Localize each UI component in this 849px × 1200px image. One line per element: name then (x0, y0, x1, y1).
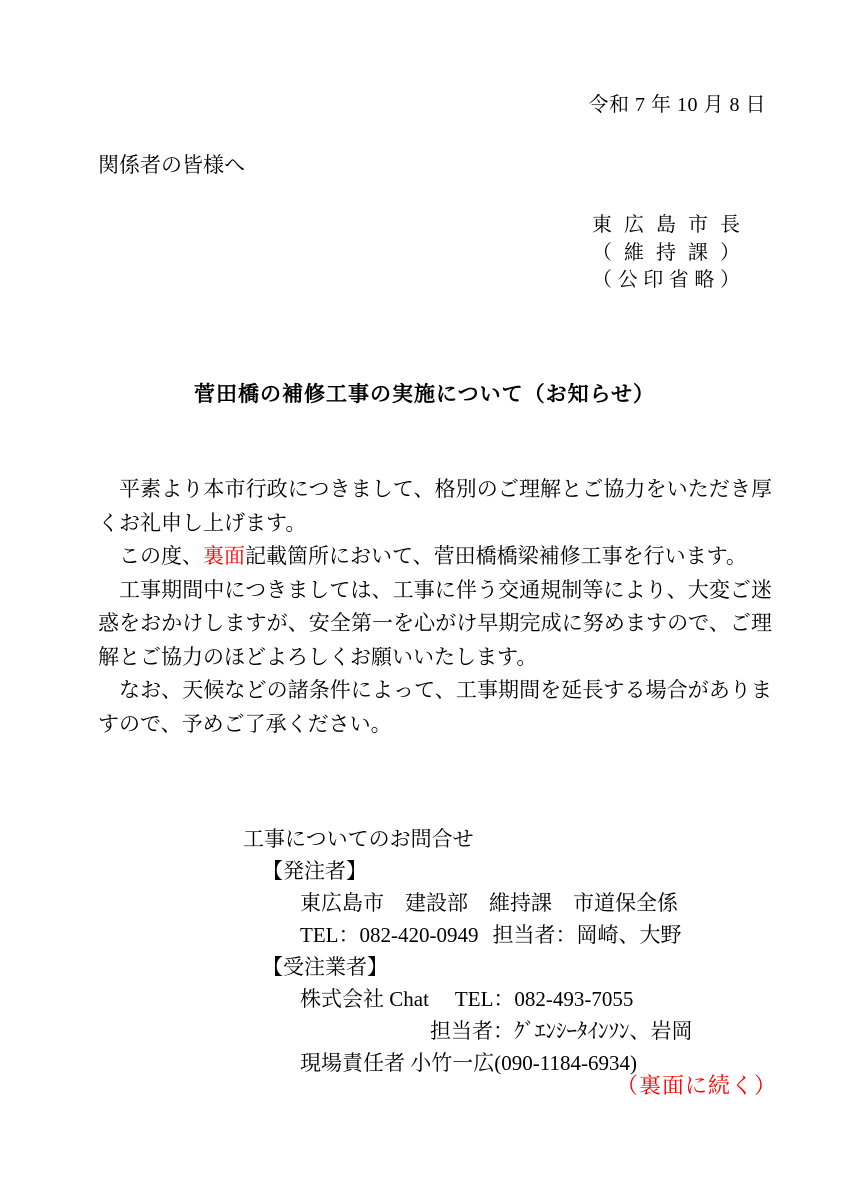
contractor-label: 【受注業者】 (262, 955, 388, 979)
paragraph-announcement (98, 540, 772, 574)
continues-on-back-note: （裏面に続く） (615, 1073, 777, 1098)
paragraph-apology: 工事期間中につきましては、工事に伴う交通規制等により、大変ご迷惑をおかけしますが、安全第一を心がけ早期完成に努めますので、ご理解とご協力のほどよろしくお願いいたします。 (98, 577, 772, 669)
recipient-line: 関係者の皆様へ (98, 153, 245, 177)
contractor-tel: TEL：082-493-7055 (454, 987, 634, 1011)
orderer-organization: 東広島市 建設部 維持課 市道保全係 (300, 891, 678, 915)
contractor-company: 株式会社 Chat (300, 987, 429, 1011)
announcement-text-after: 記載箇所において、菅田橋橋梁補修工事を行います。 (245, 544, 747, 568)
backside-highlight: 裏面 (203, 544, 245, 568)
orderer-contact-line (300, 919, 693, 951)
contact-section (243, 823, 693, 1079)
sender-block (592, 212, 740, 295)
document-title: 菅田橋の補修工事の実施について（お知らせ） (194, 382, 655, 406)
contractor-staff: 担当者：ｸﾞｴﾝｼｰﾀｲﾝｿﾝ、岩岡 (430, 1019, 693, 1043)
sender-division: （維持課） (592, 241, 740, 264)
orderer-staff: 担当者：岡崎、大野 (492, 923, 682, 947)
contact-heading: 工事についてのお問合せ (243, 827, 474, 851)
paragraph-caveat: なお、天候などの諸条件によって、工事期間を延長する場合がありますので、予めご了承ください。 (98, 678, 772, 736)
site-manager: 現場責任者 小竹一広(090-1184-6934) (300, 1051, 637, 1075)
paragraph-greeting: 平素より本市行政につきまして、格別のご理解とご協力をいただき厚くお礼申し上げます。 (98, 477, 772, 535)
orderer-tel: TEL：082-420-0949 (300, 923, 479, 947)
announcement-text-before: この度、 (119, 544, 203, 568)
issue-date: 令和 7 年 10 月 8 日 (588, 94, 766, 116)
orderer-label: 【発注者】 (262, 859, 367, 883)
sender-seal-note: （公印省略） (592, 269, 740, 291)
contractor-line (300, 983, 693, 1015)
sender-name: 東広島市長 (592, 214, 740, 236)
body-text (98, 473, 772, 741)
